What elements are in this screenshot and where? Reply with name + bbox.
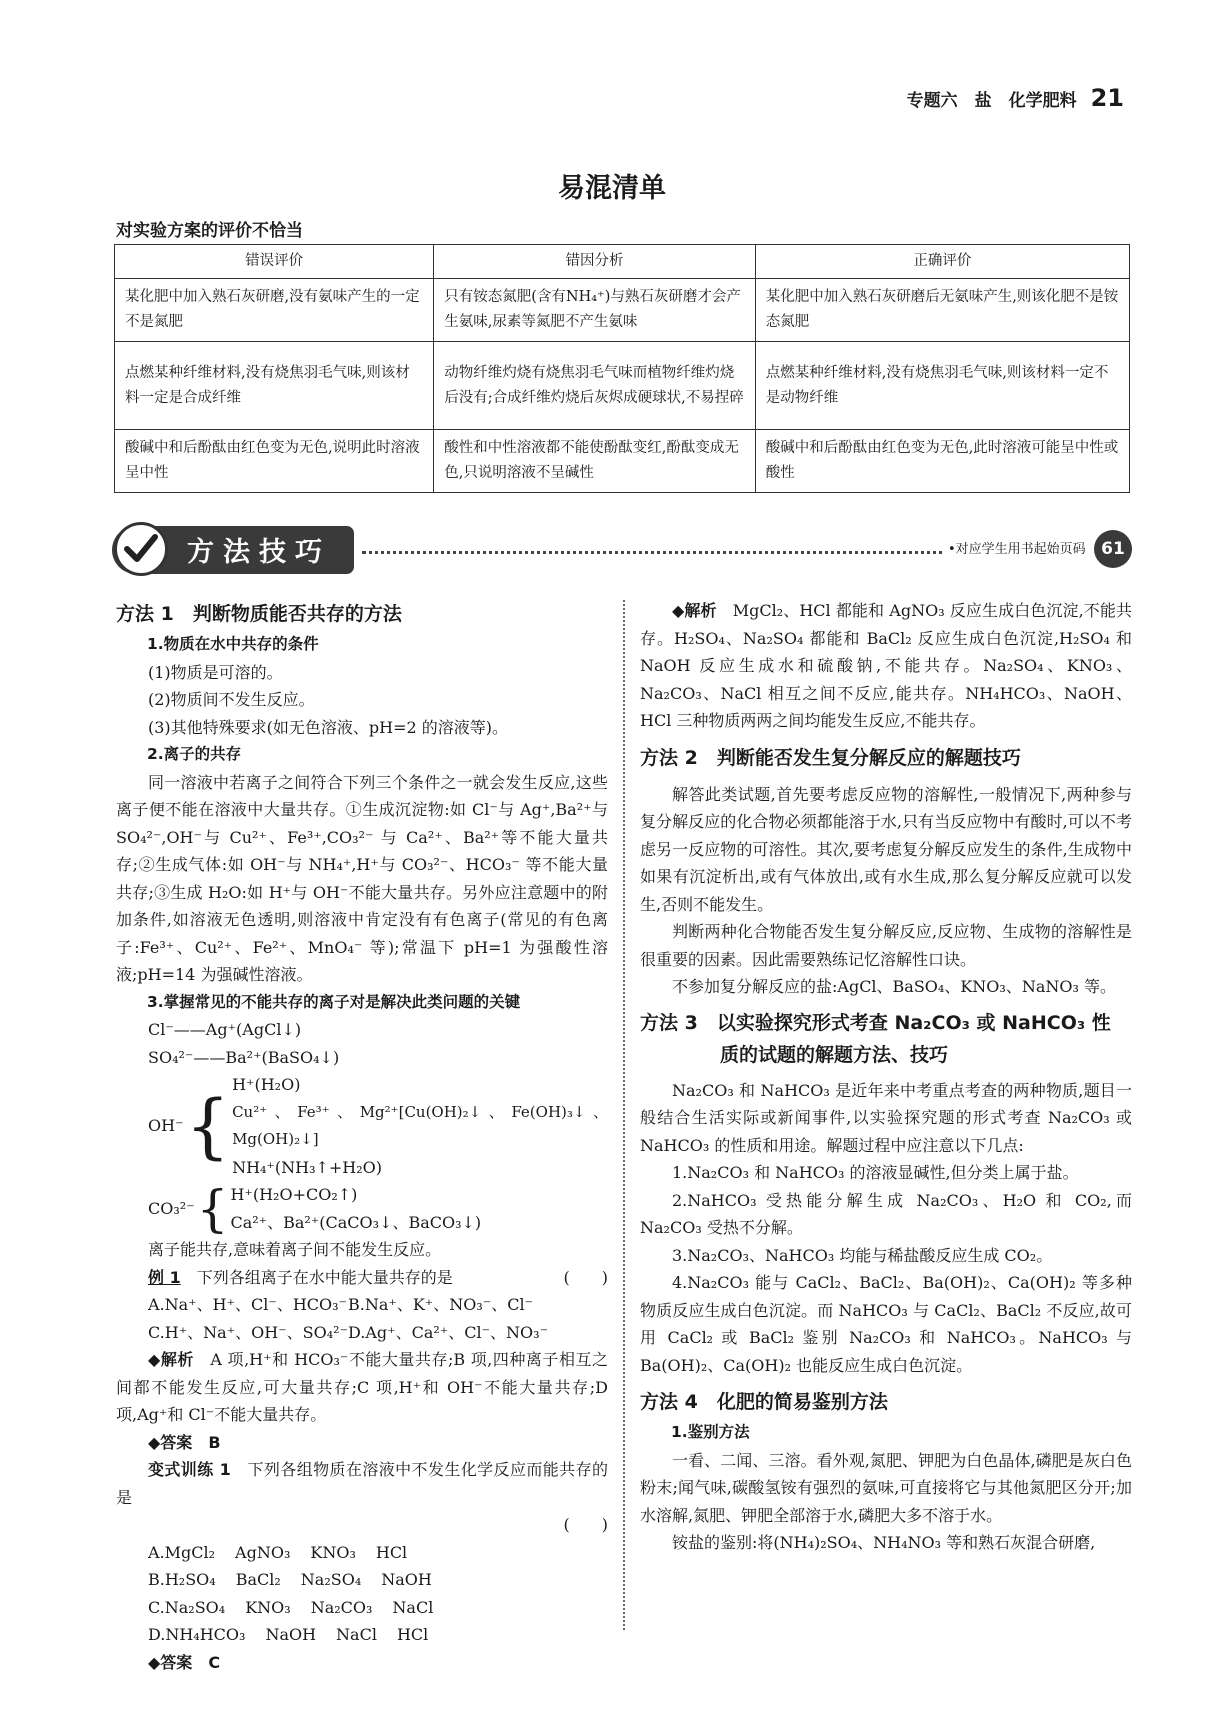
example-question — [116, 1264, 608, 1292]
brace-item: Ca²⁺、Ba²⁺(CaCO₃↓、BaCO₃↓) — [230, 1212, 482, 1232]
option-item: Na₂SO₄ — [300, 1570, 362, 1589]
option-a: A.Na⁺、H⁺、Cl⁻、HCO₃⁻ — [148, 1295, 348, 1314]
option-d: D.Ag⁺、Ca²⁺、Cl⁻、NO₃⁻ — [348, 1322, 549, 1342]
banner-title: 方法技巧 — [187, 537, 331, 568]
answer-label: ◆答案 — [148, 1432, 193, 1452]
answer-label: ◆答案 — [148, 1652, 193, 1672]
option-item: Na₂CO₃ — [310, 1597, 373, 1617]
analysis — [640, 597, 1132, 735]
subheading: 2.离子的共存 — [147, 745, 242, 763]
table-cell: 点燃某种纤维材料,没有烧焦羽毛气味,则该材料一定不是动物纤维 — [755, 342, 1129, 430]
brace-icon: { — [196, 1179, 229, 1238]
option-item: C.Na₂SO₄ — [148, 1597, 226, 1617]
table-cell: 某化肥中加入熟石灰研磨后无氨味产生,则该化肥不是铵态氮肥 — [755, 279, 1129, 342]
option-row — [116, 1566, 608, 1594]
option-item: NaCl — [336, 1625, 377, 1644]
subheading: 1.鉴别方法 — [671, 1423, 750, 1441]
paragraph: 判断两种化合物能否发生复分解反应,反应物、生成物的溶解性是很重要的因素。因此需要熟练记忆溶解性口诀。 — [640, 922, 1132, 969]
option-item: A.MgCl₂ — [148, 1542, 216, 1562]
page-header — [907, 84, 1124, 112]
table-row — [115, 430, 1130, 493]
list-item: (1)物质是可溶的。 — [148, 662, 283, 682]
method-4-heading: 方法 4 化肥的简易鉴别方法 — [640, 1391, 888, 1413]
method-2-heading: 方法 2 判断能否发生复分解反应的解题技巧 — [640, 746, 1021, 769]
list-item: 4.Na₂CO₃ 能与 CaCl₂、BaCl₂、Ba(OH)₂、Ca(OH)₂ 等多种物质反应生成白色沉淀。而 NaHCO₃ 与 CaCl₂、BaCl₂ 不反应,故可用 CaCl₂ 或 BaCl₂ 鉴别 Na₂CO₃ 和 NaHCO₃。NaHCO₃ 与 Ba(OH)₂、Ca(OH)₂ 也能反应生成白色沉淀。 — [640, 1273, 1132, 1375]
table-header-row — [115, 245, 1130, 279]
column-header: 错因分析 — [434, 245, 755, 279]
checkmark-icon — [114, 522, 168, 576]
column-header: 错误评价 — [115, 245, 434, 279]
variant-question — [116, 1456, 608, 1511]
table-cell: 点燃某种纤维材料,没有烧焦羽毛气味,则该材料一定是合成纤维 — [115, 342, 434, 430]
paragraph: 同一溶液中若离子之间符合下列三个条件之一就会发生反应,这些离子便不能在溶液中大量共存。①生成沉淀物:如 Cl⁻与 Ag⁺,Ba²⁺与 SO₄²⁻,OH⁻与 Cu²⁺、Fe³⁺,CO₃²⁻ 与 Ca²⁺、Ba²⁺等不能大量共存;②生成气体:如 OH⁻与 NH₄⁺,H⁺与 CO₃²⁻、HCO₃⁻ 等不能大量共存;③生成 H₂O:如 H⁺与 OH⁻不能大量共存。另外应注意题中的附加条件,如溶液无色透明,则溶液中肯定没有有色离子(常见的有色离子:Fe³⁺、Cu²⁺、Fe²⁺、MnO₄⁻ 等);常温下 pH=1 为强酸性溶液;pH=14 为强碱性溶液。 — [116, 772, 608, 984]
ion-pair: SO₄²⁻——Ba²⁺(BaSO₄↓) — [148, 1047, 340, 1067]
method-3-heading-cont: 质的试题的解题方法、技巧 — [720, 1043, 949, 1066]
paragraph: 离子能共存,意味着离子间不能发生反应。 — [148, 1240, 442, 1259]
list-item: (3)其他特殊要求(如无色溶液、pH=2 的溶液等)。 — [148, 717, 509, 737]
right-column — [640, 597, 1132, 1557]
answer — [116, 1429, 608, 1457]
paragraph: 铵盐的鉴别:将(NH₄)₂SO₄、NH₄NO₃ 等和熟石灰混合研磨, — [672, 1533, 1096, 1552]
method-3-heading: 方法 3 以实验探究形式考查 Na₂CO₃ 或 NaHCO₃ 性 — [640, 1011, 1111, 1034]
method-banner — [112, 520, 1132, 580]
paragraph: 一看、二闻、三溶。看外观,氮肥、钾肥为白色晶体,磷肥是灰白色粉末;闻气味,碳酸氢铵有强烈的氨味,可直接将它与其他氮肥区分开;加水溶解,氮肥、钾肥全部溶于水,磷肥大多不溶于水。 — [640, 1450, 1132, 1525]
table-cell: 酸碱中和后酚酞由红色变为无色,此时溶液可能呈中性或酸性 — [755, 430, 1129, 493]
analysis — [116, 1346, 608, 1429]
analysis-label: ◆解析 — [148, 1350, 194, 1369]
brace-item: H⁺(H₂O+CO₂↑) — [230, 1185, 358, 1204]
paragraph: Na₂CO₃ 和 NaHCO₃ 是近年来中考重点考查的两种物质,题目一般结合生活实际或新闻事件,以实验探究题的形式考查 Na₂CO₃ 或 NaHCO₃ 的性质和用途。解题过程中应注意以下几点: — [640, 1080, 1132, 1155]
analysis-text: A 项,H⁺和 HCO₃⁻不能大量共存;B 项,四种离子相互之间都不能发生反应,可大量共存;C 项,H⁺和 OH⁻不能大量共存;D 项,Ag⁺和 Cl⁻不能大量共存。 — [116, 1350, 608, 1424]
list-item: 3.Na₂CO₃、NaHCO₃ 均能与稀盐酸反应生成 CO₂。 — [672, 1245, 1053, 1265]
brace-item: Cu²⁺、Fe³⁺、Mg²⁺[Cu(OH)₂↓、Fe(OH)₃↓、Mg(OH)₂↓] — [232, 1102, 608, 1148]
answer — [116, 1649, 608, 1677]
brace-item: H⁺(H₂O) — [232, 1075, 301, 1094]
option-row — [116, 1594, 608, 1622]
list-item: 1.Na₂CO₃ 和 NaHCO₃ 的溶液显碱性,但分类上属于盐。 — [672, 1163, 1079, 1182]
table-caption: 对实验方案的评价不恰当 — [116, 221, 303, 241]
option-row — [116, 1539, 608, 1567]
table-row — [115, 279, 1130, 342]
answer-value: C — [208, 1652, 221, 1672]
brace-items — [230, 1181, 481, 1236]
column-divider — [623, 600, 625, 1630]
oh-brace-group — [116, 1071, 608, 1181]
brace-item: NH₄⁺(NH₃↑+H₂O) — [232, 1157, 383, 1177]
column-header: 正确评价 — [755, 245, 1129, 279]
analysis-text: MgCl₂、HCl 都能和 AgNO₃ 反应生成白色沉淀,不能共存。H₂SO₄、Na₂SO₄ 都能和 BaCl₂ 反应生成白色沉淀,H₂SO₄ 和 NaOH 反应生成水和硫酸钠,不能共存。Na₂SO₄、KNO₃、Na₂CO₃、NaCl 相互之间不反应,能共存。NH₄HCO₃、NaOH、HCl 三种物质两两之间均能发生反应,不能共存。 — [640, 601, 1132, 730]
topic-title: 专题六 盐 化学肥料 — [906, 91, 1077, 111]
question-text: 下列各组物质在溶液中不发生化学反应而能共存的是 — [116, 1460, 608, 1507]
paragraph: 不参加复分解反应的盐:AgCl、BaSO₄、KNO₃、NaNO₃ 等。 — [672, 977, 1116, 996]
left-column — [116, 597, 608, 1676]
option-item: AgNO₃ — [235, 1542, 291, 1562]
options-row — [116, 1291, 608, 1319]
page-number: 21 — [1090, 84, 1124, 112]
paragraph: 解答此类试题,首先要考虑反应物的溶解性,一般情况下,两种参与复分解反应的化合物必须都能溶于水,只有当反应物中有酸时,可以不考虑另一反应物的可溶性。其次,要考虑复分解反应发生的条件,生成物中如果有沉淀析出,或有气体放出,或有水生成,那么复分解反应就可以发生,否则不能发生。 — [640, 784, 1132, 914]
subheading: 1.物质在水中共存的条件 — [147, 635, 319, 653]
ion-pair: Cl⁻——Ag⁺(AgCl↓) — [148, 1020, 302, 1039]
option-item: KNO₃ — [310, 1542, 356, 1562]
subheading: 3.掌握常见的不能共存的离子对是解决此类问题的关键 — [147, 992, 521, 1011]
option-item: BaCl₂ — [235, 1570, 281, 1589]
table-cell: 只有铵态氮肥(含有NH₄⁺)与熟石灰研磨才会产生氨味,尿素等氮肥不产生氨味 — [434, 279, 755, 342]
co3-brace-group — [116, 1181, 608, 1236]
option-b: B.Na⁺、K⁺、NO₃⁻、Cl⁻ — [348, 1295, 534, 1314]
table-cell: 某化肥中加入熟石灰研磨,没有氨味产生的一定不是氮肥 — [115, 279, 434, 342]
option-item: B.H₂SO₄ — [148, 1570, 216, 1589]
table-row — [115, 342, 1130, 430]
table-cell: 动物纤维灼烧有烧焦羽毛气味而植物纤维灼烧后没有;合成纤维灼烧后灰烬成硬球状,不易捏碎 — [434, 342, 755, 430]
list-item: (2)物质间不发生反应。 — [148, 690, 315, 709]
answer-blank: ( ) — [563, 1267, 608, 1287]
options-row — [116, 1319, 608, 1347]
answer-value: B — [208, 1432, 221, 1452]
list-item: 2.NaHCO₃ 受热能分解生成 Na₂CO₃、H₂O 和 CO₂,而 Na₂CO₃ 受热不分解。 — [640, 1190, 1132, 1237]
answer-blank: ( ) — [563, 1515, 608, 1534]
answer-blank-row — [116, 1511, 608, 1539]
ion-label: CO₃²⁻ — [148, 1198, 195, 1218]
ion-label: OH⁻ — [148, 1116, 184, 1136]
table-cell: 酸碱中和后酚酞由红色变为无色,说明此时溶液呈中性 — [115, 430, 434, 493]
option-item: KNO₃ — [245, 1597, 291, 1617]
reference-page-number: 61 — [1094, 530, 1132, 568]
option-item: NaCl — [392, 1597, 434, 1617]
method-1-heading: 方法 1 判断物质能否共存的方法 — [116, 603, 402, 625]
option-row — [116, 1621, 608, 1649]
reference-label: •对应学生用书起始页码 — [944, 538, 1090, 557]
option-item: HCl — [396, 1625, 429, 1644]
table-cell: 酸性和中性溶液都不能使酚酞变红,酚酞变成无色,只说明溶液不呈碱性 — [434, 430, 755, 493]
option-item: NaOH — [265, 1625, 317, 1644]
option-item: D.NH₄HCO₃ — [148, 1625, 246, 1644]
brace-items — [232, 1071, 608, 1181]
option-item: HCl — [375, 1542, 408, 1562]
option-item: NaOH — [381, 1570, 432, 1589]
question-text: 下列各组离子在水中能大量共存的是 — [196, 1267, 453, 1287]
section-title: 易混清单 — [558, 173, 666, 204]
example-label: 例 1 — [148, 1267, 181, 1287]
brace-icon: { — [185, 1085, 231, 1167]
option-c: C.H⁺、Na⁺、OH⁻、SO₄²⁻ — [148, 1322, 349, 1342]
confusion-table — [114, 244, 1130, 493]
variant-label: 变式训练 1 — [148, 1460, 231, 1479]
analysis-label: ◆解析 — [672, 601, 717, 620]
